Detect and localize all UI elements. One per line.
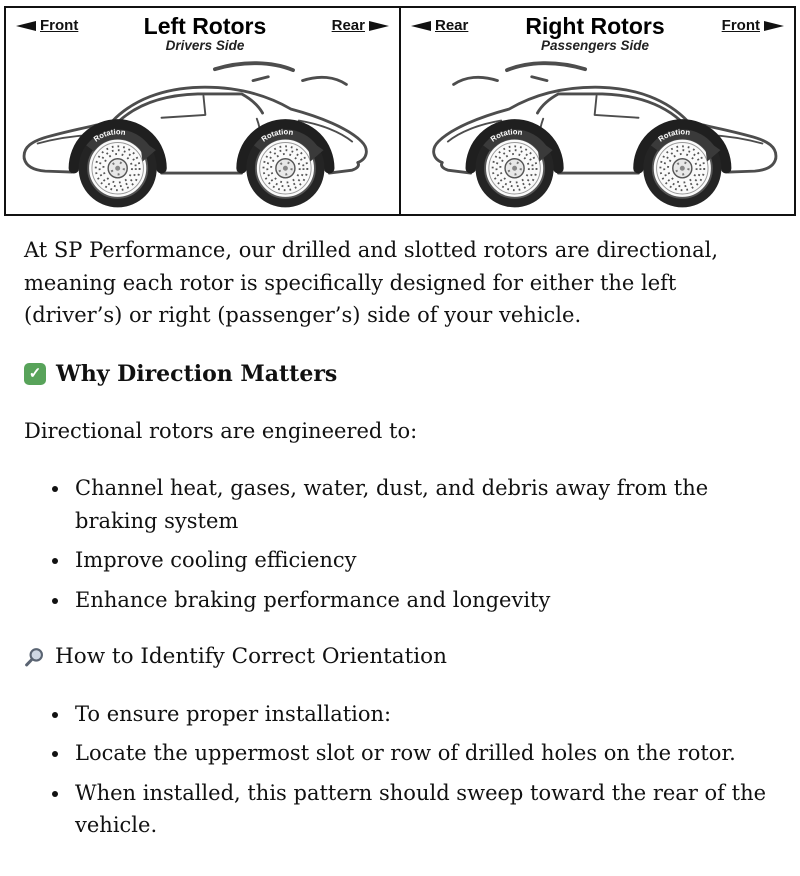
left-arrow-icon [16, 21, 36, 31]
front-direction-label [722, 17, 784, 34]
panel-title: Right Rotors [525, 13, 665, 39]
direction-text: Rear [331, 17, 365, 34]
left-rotors-panel [4, 6, 400, 216]
intro-paragraph: At SP Performance, our drilled and slotted rotors are directional, meaning each rotor is specifically designed for either the left (driver’s) or right (passenger’s) side of your vehicle. [24, 238, 719, 328]
left-car-illustration [6, 52, 399, 214]
panel-subtitle: Drivers Side [165, 38, 245, 54]
right-panel-header [401, 8, 794, 52]
why-direction-matters-heading [24, 357, 776, 391]
heading-text: How to Identify Correct Orientation [55, 644, 447, 670]
rear-direction-label [332, 17, 389, 34]
left-panel-header [6, 8, 399, 52]
rotor-direction-diagram [4, 6, 796, 216]
orientation-list [24, 698, 776, 842]
list-item: • Channel heat, gases, water, dust, and debris away from the braking system [71, 472, 776, 537]
right-panel-title-block [525, 14, 664, 53]
right-arrow-icon [369, 21, 389, 31]
direction-text: Front [40, 17, 79, 34]
list-item: • Locate the uppermost slot or row of drilled holes on the rotor. [71, 737, 776, 770]
direction-text: Rear [435, 17, 469, 34]
panel-title: Left Rotors [143, 13, 267, 39]
benefits-list [24, 472, 776, 616]
left-panel-title-block [144, 14, 267, 53]
right-rotors-panel [400, 6, 796, 216]
panel-subtitle: Passengers Side [540, 38, 650, 54]
list-item: • When installed, this pattern should sweep toward the rear of the vehicle. [71, 777, 776, 842]
direction-text: Front [721, 17, 760, 34]
identify-orientation-heading [24, 640, 776, 673]
list-item: • Improve cooling efficiency [71, 544, 776, 577]
list-item: • To ensure proper installation: [71, 698, 776, 731]
right-arrow-icon [764, 21, 784, 31]
magnifier-icon [24, 647, 45, 668]
article-content [0, 216, 800, 842]
engineered-lead: Directional rotors are engineered to: [24, 418, 418, 443]
front-direction-label [16, 17, 78, 34]
list-item: • Enhance braking performance and longevity [71, 584, 776, 617]
left-arrow-icon [411, 21, 431, 31]
rear-direction-label [411, 17, 468, 34]
right-car-illustration [401, 52, 794, 214]
heading-text: Why Direction Matters [56, 360, 338, 387]
check-icon: ✓ [24, 363, 46, 385]
